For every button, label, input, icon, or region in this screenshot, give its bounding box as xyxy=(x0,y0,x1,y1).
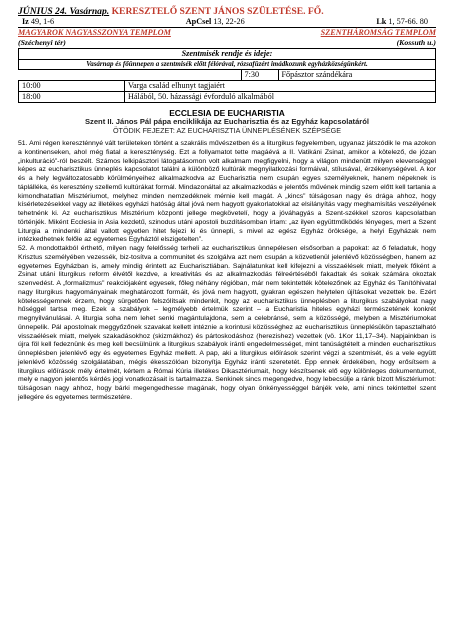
article-title: ECCLESIA DE EUCHARISTIA xyxy=(169,108,285,118)
church-names xyxy=(18,28,436,38)
schedule-intention: Hálából, 50. házassági évforduló alkalmából xyxy=(125,92,436,103)
church-left-location: (Széchenyi tér) xyxy=(18,38,66,47)
readings-line xyxy=(18,17,436,27)
church-locations xyxy=(18,38,436,48)
header-feast: KERESZTELŐ SZENT JÁNOS SZÜLETÉSE xyxy=(111,6,304,17)
schedule-time: 18:00 xyxy=(19,92,125,103)
schedule-row xyxy=(19,92,436,103)
reading-3: Lk 1, 57-66. 80 xyxy=(376,17,428,26)
article-subtitle: Szent II. János Pál pápa enciklikája az Eucharisztia és az Egyház kapcsolatáról xyxy=(84,117,370,126)
article-body xyxy=(18,140,436,403)
header-feast-suffix: . FŐ. xyxy=(303,6,324,17)
church-right-location: (Kossuth u.) xyxy=(396,38,436,47)
schedule-row xyxy=(19,81,436,92)
schedule-title: Szentmisék rendje és ideje: xyxy=(19,49,436,60)
church-left: MAGYAROK NAGYASSZONYA TEMPLOM xyxy=(18,28,171,37)
church-right: SZENTHÁROMSÁG TEMPLOM xyxy=(320,28,436,37)
schedule-table xyxy=(18,48,436,103)
schedule-intention: Varga család elhunyt tagjaiért xyxy=(125,81,436,92)
schedule-time: 10:00 xyxy=(19,81,125,92)
schedule-row xyxy=(19,70,436,81)
reading-1: Iz 49, 1-6 xyxy=(22,17,55,26)
schedule-intention: Főpásztor szándékára xyxy=(278,70,436,81)
page-header xyxy=(18,6,436,17)
article-chapter: ÖTÖDIK FEJEZET: AZ EUCHARISZTIA ÜNNEPLÉSÉNEK SZÉPSÉGE xyxy=(112,125,342,135)
schedule-note: Vasárnap és főünnepen a szentmisék előtt félórával, rózsafüzért imádkozunk egyházközségünkért. xyxy=(19,60,436,70)
bulletin-page xyxy=(18,6,436,403)
paragraph-51: 51. Ami régen kereszténnyé vált területeken történt a szakrális művészetben és a liturgikus fegyelemben, ugyanaz játszódik le ma azokon a kontinenseken, ahol még fiatal a kereszténység. Ezt a follyamatot tette magáévá a II. Vatikáni Zsinat, amikor a kötelező, de józan „inkulturáció”-ról beszélt. Számos lelkipásztori látogatásomon volt alkalmam megfigyelni, hogy a világon mindenütt milyen elevenséggel képes az eucharisztikus ünneplés kapcsolatot találni a különböző kultúrák megnyilatkozási formáival, stílusával, érzékenységével. A kor és a hely legváltozatosabb körülményeihez alkalmazkodva az Eucharisztia nem csupán egyes személyeknek, hanem népeknek is táplálléka, és keresztény szellemű kultúrákat formál. Mindazonáltal az alkalmazkodás e jelentős művének mindig szem előtt kell tartania a kimondhatatlan Misztériumot, melyhez minden nemzedéknek mérnie kell magát. A „kincs” túlságosan nagy és drága ahhoz, hogy kísérletezésekkel vagy az illetékes egyházi hatóság által jóvá nem hagyott gyakorlatokkal az elsilányítás vagy meghamisítás veszélyének tehetnénk ki. Az eucharisztikus Misztérium központi jellege megkövetelí, hogy a jóváhagyás a Szent-székkel szoros kapcsolatban történjék. Miként Ecclesia in Asia kezdetű, szinodus utáni apostoli buzdításomban írtam: „az ilyen együttműködés lényeges, mert a Szent Liturgia a mindenki által vallott egyetlen hitet fejezi ki és ünnepli, s mivel az egész Egyház öröksége, a helyi Egyházak nem intézkedhetnek felőle az egyetemes Egyháztól elszigetelten”. xyxy=(18,140,436,244)
paragraph-52: 52. A mondottakból érthető, milyen nagy felelősség terheli az eucharisztikus ünnepélesen elsősorban a papokat: az ő feladatuk, hogy Krisztus személyében vezessék, biz-tosítva a communitet és szolgálva azt nem csupán a közvetlenül jelenlévő közösségben, hanem az egyetemes Egyházban is, amely mindig érintett az Eucharisztiában. Sajnálatunkat kell kifejezni a visszaélések miatt, melyek főként a Zsinat utáni liturgikus reform élvétől kezdve, a kreativitás és az alkalmazkodás félreértéséből fakadtak és sokak számára okoztak szenvedést. A „formalizmus” reakciójaként egyesek, főleg néhány régióban, már nem tekintették kötelezőnek az Egyház és Tanítóhivatal nagy liturgikus hagyományainak meghatározott formáit, és jóvá nem hagyott, gyakran egészen helytelen újításokat vezettek be. Ezért kötelességemnek érzem, hogy sürgetően felszólítsak mindenkit, hogy az eucharisztikus ünneplésben a liturgikus szabályokat nagy hűséggel tartsa meg. Ezek a szabályok – legmélyebb értelmük szerint – a Eucharistia hiteles egyházi természetének konkrét megnyilvánulásai. A liturgia soha nem lehet senki magántulajdona, sem a celebránsé, sem a közösségé, melyben a Misztériumokat ünnepelik. Pál apostolnak meggyőzőnek szavakat kellett intéznie a korintusi közösséghez az eucharisztikus ünneplésükön tapasztalható visszaélések miatt, melyek szakadásokhoz (skizmákhoz) és pártoskodáshoz (herezishez) vezettek (vö. 1Kor 11,17–34). Napjainkban is újra föl kell fedeznünk és meg kell becsülnünk a liturgikus szabályok iránti engedelmességet, mint tanúságtételt a minden eucharisztikus ünneplésben jelenlévő egy és egyetemes Egyház mellett. A pap, aki a liturgikus előírások szerint végzi a szentmisét, és a vele együtt jelenlévő közösség szolgálatában, mégis ékesszólóan bizonyítja Egyház iránti szeretetét. Épp ennek érdekében, hogy erősítsem a liturgikus előírások mély értelmét, kértem a Római Kúria illetékes Dikasztériumait, hogy készítsenek elő egy különleges dokumentumot, mely e nagyon jelentős kérdés jogi vonatkozásait is tartalmazza. Senkinek sincs megengedve, hogy lebecsülje a ránk bízott Misztériumot: túlságosan nagy ahhoz, hogy bárki megengedhesse magának, hogy olyan önkényességgel bánjék vele, ami nincs tekintettel szent jellegére és egyetemes természetére. xyxy=(18,245,436,401)
reading-2: ApCsel 13, 22-26 xyxy=(185,17,245,26)
schedule-time: 7:30 xyxy=(241,70,278,81)
header-day: JÚNIUS 24. Vasárnap. xyxy=(18,6,110,17)
